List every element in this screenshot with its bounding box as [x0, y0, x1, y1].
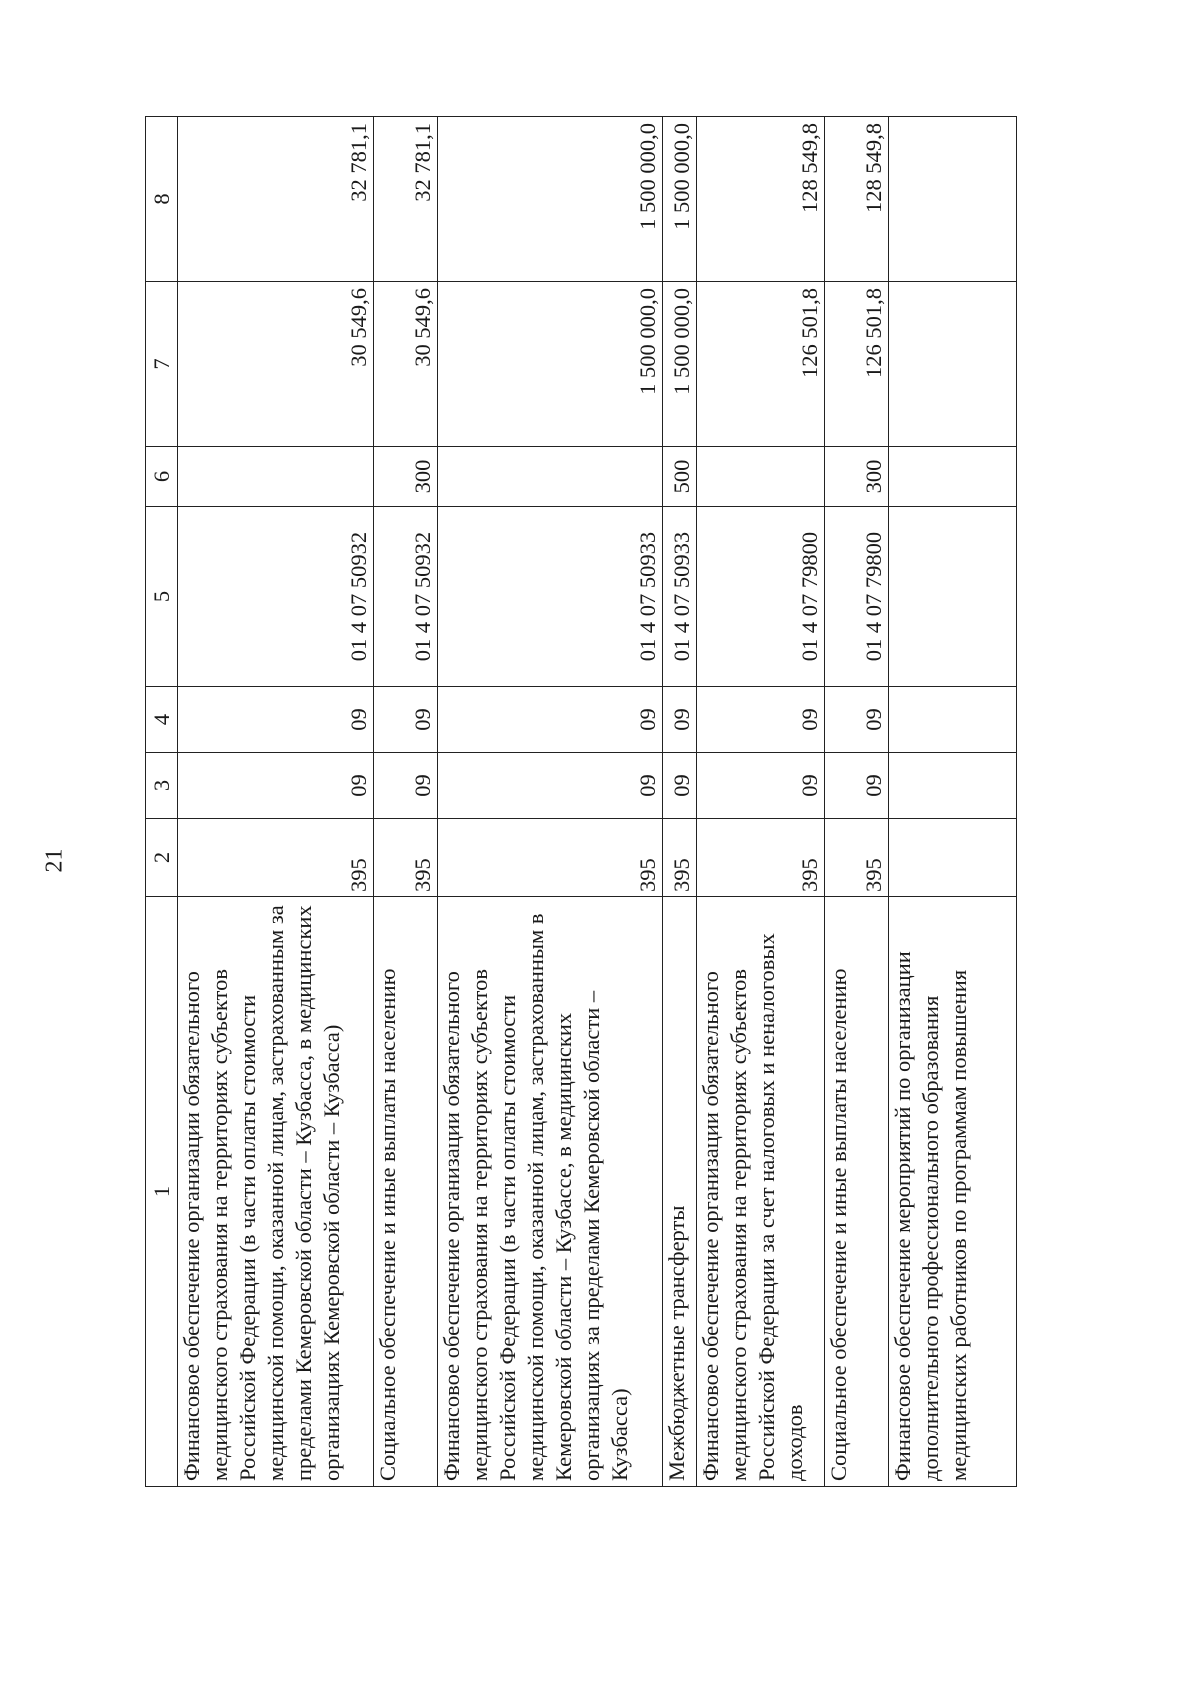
cell-amount-year1: 126 501,8: [825, 282, 889, 447]
cell-amount-year2: 32 781,1: [374, 117, 438, 282]
cell-ministry-code: 395: [374, 819, 438, 897]
cell-section: 09: [663, 753, 697, 819]
cell-amount-year2: 1 500 000,0: [438, 117, 663, 282]
column-header: 5: [146, 507, 178, 687]
cell-section: 09: [825, 753, 889, 819]
cell-target-article: 01 4 07 50933: [438, 507, 663, 687]
column-header: 3: [146, 753, 178, 819]
cell-subsection: 09: [178, 687, 374, 753]
table-header-row: [146, 117, 178, 1487]
cell-target-article: 01 4 07 50932: [374, 507, 438, 687]
cell-section: 09: [178, 753, 374, 819]
cell-ministry-code: 395: [178, 819, 374, 897]
cell-amount-year1: 1 500 000,0: [438, 282, 663, 447]
row-name: Финансовое обеспечение мероприятий по организации дополнительного профессионального образования медицинских работников по программам повышения: [889, 897, 1017, 1487]
cell-ministry-code: 395: [663, 819, 697, 897]
cell-amount-year2: [889, 117, 1017, 282]
column-header: 1: [146, 897, 178, 1487]
cell-amount-year1: 30 549,6: [374, 282, 438, 447]
table-row: [663, 117, 697, 1487]
cell-target-article: [889, 507, 1017, 687]
row-name: Социальное обеспечение и иные выплаты населению: [825, 897, 889, 1487]
column-header: 4: [146, 687, 178, 753]
column-header: 7: [146, 282, 178, 447]
cell-target-article: 01 4 07 50933: [663, 507, 697, 687]
cell-amount-year2: 128 549,8: [697, 117, 825, 282]
cell-section: [889, 753, 1017, 819]
column-header: 2: [146, 819, 178, 897]
cell-ministry-code: 395: [825, 819, 889, 897]
table-row: [438, 117, 663, 1487]
table-row: [374, 117, 438, 1487]
cell-amount-year1: [889, 282, 1017, 447]
column-header: 6: [146, 447, 178, 507]
cell-subsection: 09: [825, 687, 889, 753]
row-name: Социальное обеспечение и иные выплаты населению: [374, 897, 438, 1487]
budget-table-container: [145, 117, 1020, 1487]
page-number: 21: [41, 848, 68, 873]
column-header: 8: [146, 117, 178, 282]
cell-expense-type: [178, 447, 374, 507]
cell-expense-type: [889, 447, 1017, 507]
cell-ministry-code: 395: [438, 819, 663, 897]
cell-ministry-code: [889, 819, 1017, 897]
cell-ministry-code: 395: [697, 819, 825, 897]
cell-target-article: 01 4 07 79800: [825, 507, 889, 687]
cell-target-article: 01 4 07 79800: [697, 507, 825, 687]
cell-target-article: 01 4 07 50932: [178, 507, 374, 687]
table-row: [825, 117, 889, 1487]
cell-subsection: 09: [438, 687, 663, 753]
row-name: Финансовое обеспечение организации обязательного медицинского страхования на территориях субъектов Российской Федерации (в части оплаты стоимости медицинской помощи, оказанной лицам, застрахованным в Кемеровской области – Кузбассе, в медицинских организациях за пределами Кемеровской области – Кузбасса): [438, 897, 663, 1487]
cell-amount-year1: 126 501,8: [697, 282, 825, 447]
row-name: Финансовое обеспечение организации обязательного медицинского страхования на территориях субъектов Российской Федерации за счет налоговых и неналоговых доходов: [697, 897, 825, 1487]
row-name: Межбюджетные трансферты: [663, 897, 697, 1487]
table-row: [889, 117, 1017, 1487]
cell-section: 09: [438, 753, 663, 819]
row-name: Финансовое обеспечение организации обязательного медицинского страхования на территориях субъектов Российской Федерации (в части оплаты стоимости медицинской помощи, оказанной лицам, застрахованным за пределами Кемеровской области – Кузбасса, в медицинских организациях Кемеровской области – Кузбасса): [178, 897, 374, 1487]
cell-subsection: [889, 687, 1017, 753]
cell-amount-year1: 30 549,6: [178, 282, 374, 447]
cell-amount-year2: 1 500 000,0: [663, 117, 697, 282]
cell-section: 09: [374, 753, 438, 819]
cell-amount-year2: 32 781,1: [178, 117, 374, 282]
cell-amount-year2: 128 549,8: [825, 117, 889, 282]
cell-expense-type: 300: [825, 447, 889, 507]
cell-expense-type: [438, 447, 663, 507]
cell-section: 09: [697, 753, 825, 819]
cell-subsection: 09: [374, 687, 438, 753]
table-row: [697, 117, 825, 1487]
cell-subsection: 09: [697, 687, 825, 753]
table-row: [178, 117, 374, 1487]
cell-amount-year1: 1 500 000,0: [663, 282, 697, 447]
cell-expense-type: [697, 447, 825, 507]
cell-expense-type: 500: [663, 447, 697, 507]
cell-expense-type: 300: [374, 447, 438, 507]
budget-table: [145, 116, 1017, 1487]
cell-subsection: 09: [663, 687, 697, 753]
